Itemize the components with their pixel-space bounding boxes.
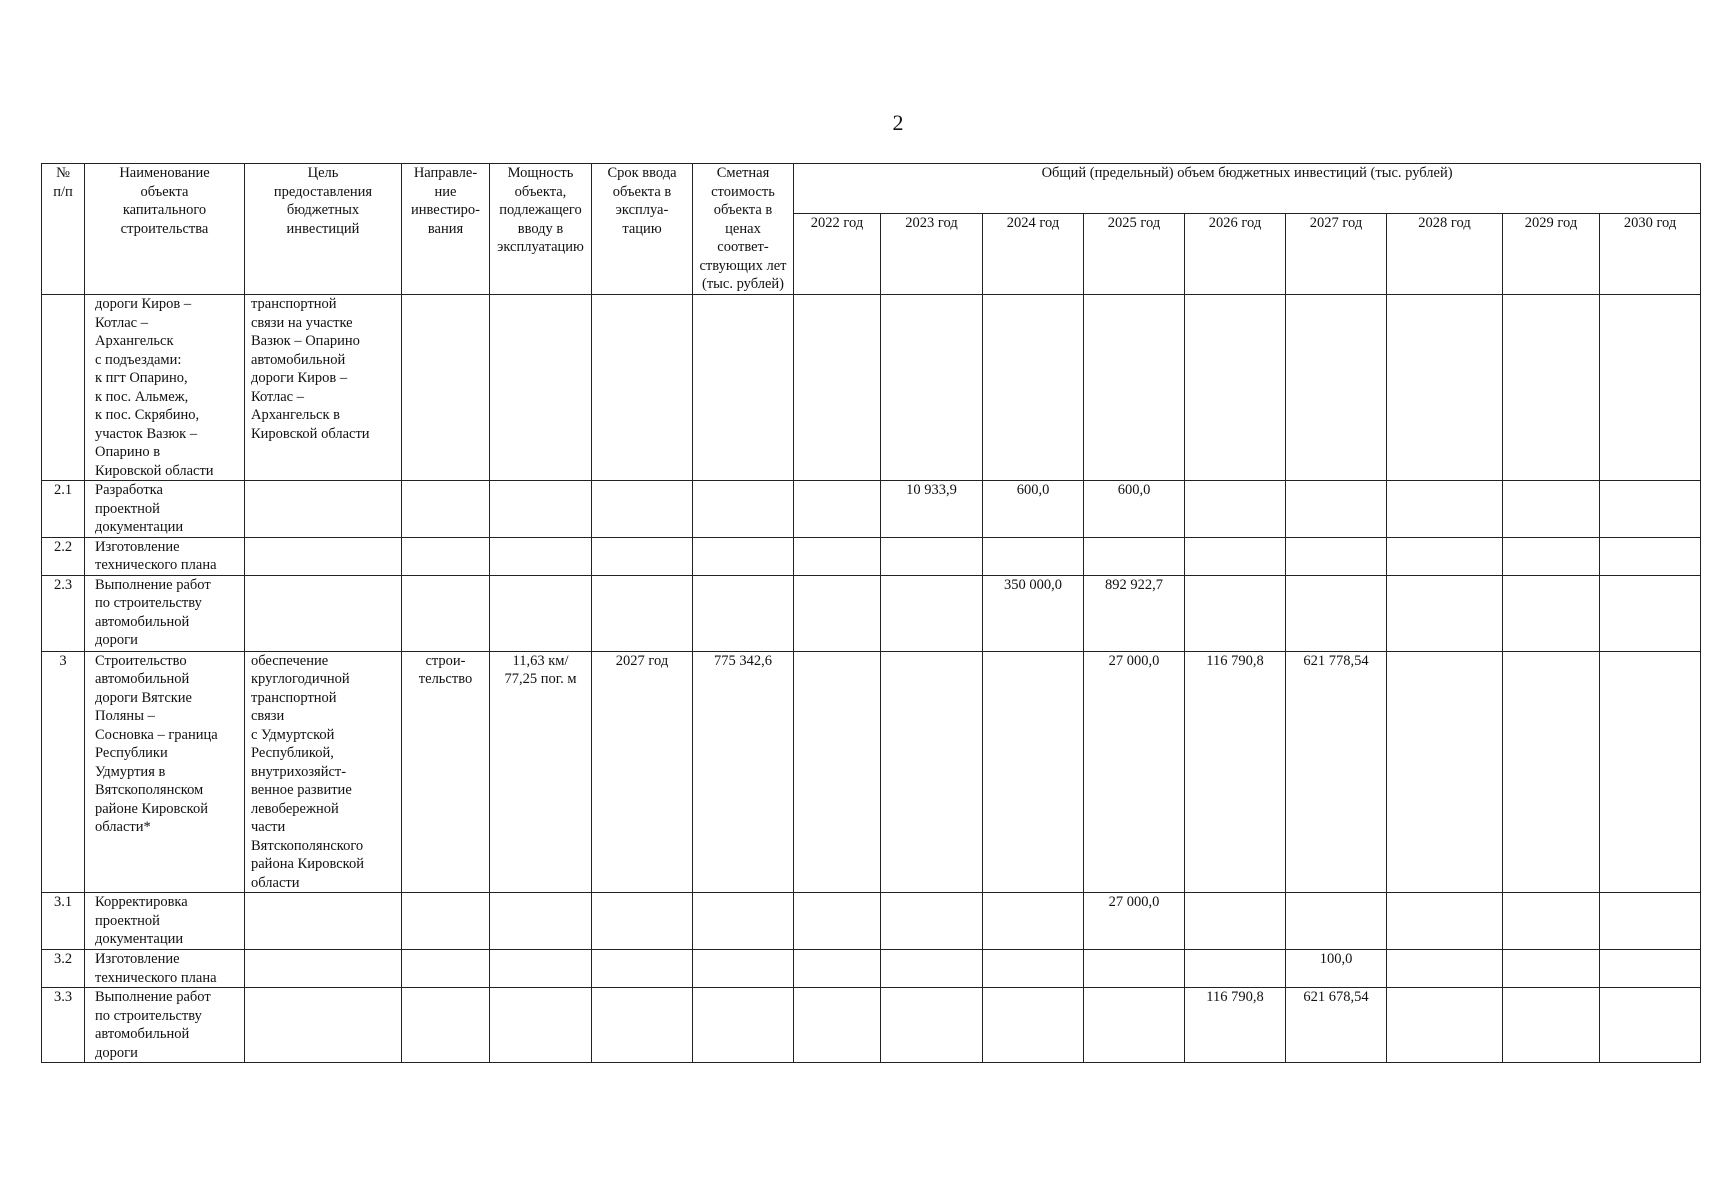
row-num: 2.3 (42, 575, 85, 651)
row-num (42, 295, 85, 481)
row-value (1503, 651, 1600, 893)
row-goal: транспортной связи на участке Вазюк – Опарино автомобильной дороги Киров – Котлас – Архангельск в Кировской области (245, 295, 402, 481)
row-value (1387, 651, 1503, 893)
row-value (794, 575, 881, 651)
header-estimated-cost: Сметная стоимость объекта в ценах соответ- ствующих лет (тыс. рублей) (693, 164, 794, 295)
row-value (1503, 893, 1600, 950)
row-value: 100,0 (1286, 950, 1387, 988)
row-value (1286, 575, 1387, 651)
row-goal (245, 950, 402, 988)
row-goal: обеспечение круглогодичной транспортной связи с Удмуртской Республикой, внутрихозяйст- венное развитие левобережной части Вятскополянского района Кировской области (245, 651, 402, 893)
row-value (1185, 950, 1286, 988)
row-value (1387, 481, 1503, 538)
row-value (1600, 481, 1701, 538)
row-object-name: Изготовление технического плана (85, 950, 245, 988)
row-value (1387, 988, 1503, 1063)
row-value (1286, 481, 1387, 538)
row-value (1387, 537, 1503, 575)
row-num: 2.1 (42, 481, 85, 538)
table-row (42, 950, 1701, 988)
header-commissioning-term: Срок ввода объекта в эксплуа- тацию (592, 164, 693, 295)
header-capacity: Мощность объекта, подлежащего вводу в эксплуатацию (490, 164, 592, 295)
budget-investment-table (41, 163, 1701, 1063)
row-goal (245, 537, 402, 575)
row-value (1084, 295, 1185, 481)
row-value: 27 000,0 (1084, 893, 1185, 950)
row-object-name: Корректировка проектной документации (85, 893, 245, 950)
row-value: 621 678,54 (1286, 988, 1387, 1063)
row-capacity (490, 481, 592, 538)
row-value (1600, 651, 1701, 893)
row-value (794, 537, 881, 575)
table-row (42, 651, 1701, 893)
row-num: 3 (42, 651, 85, 893)
row-value (1503, 481, 1600, 538)
row-value (794, 481, 881, 538)
row-direction (402, 988, 490, 1063)
row-direction (402, 893, 490, 950)
row-goal (245, 893, 402, 950)
row-value (881, 295, 983, 481)
row-value (794, 893, 881, 950)
row-capacity (490, 295, 592, 481)
header-year: 2026 год (1185, 214, 1286, 295)
row-value (1503, 575, 1600, 651)
header-year: 2022 год (794, 214, 881, 295)
row-direction (402, 950, 490, 988)
row-cost (693, 575, 794, 651)
row-term (592, 988, 693, 1063)
header-year: 2025 год (1084, 214, 1185, 295)
row-value (1387, 295, 1503, 481)
row-value (1185, 893, 1286, 950)
row-value (1503, 988, 1600, 1063)
row-value (881, 988, 983, 1063)
page-number: 2 (892, 110, 904, 135)
row-value (794, 988, 881, 1063)
row-value (983, 950, 1084, 988)
row-object-name: Разработка проектной документации (85, 481, 245, 538)
row-value (983, 651, 1084, 893)
row-value (1600, 950, 1701, 988)
row-value: 27 000,0 (1084, 651, 1185, 893)
row-term (592, 481, 693, 538)
row-goal (245, 988, 402, 1063)
row-object-name: Строительство автомобильной дороги Вятские Поляны – Сосновка – граница Республики Удмуртия в Вятскополянском районе Кировской области* (85, 651, 245, 893)
row-term (592, 295, 693, 481)
row-num: 3.3 (42, 988, 85, 1063)
row-term (592, 575, 693, 651)
row-value (983, 988, 1084, 1063)
row-value: 600,0 (1084, 481, 1185, 538)
row-object-name: Выполнение работ по строительству автомобильной дороги (85, 575, 245, 651)
row-term (592, 950, 693, 988)
table-row (42, 988, 1701, 1063)
table-row (42, 893, 1701, 950)
row-value (1185, 537, 1286, 575)
row-capacity: 11,63 км/ 77,25 пог. м (490, 651, 592, 893)
header-investment-goal: Цель предоставления бюджетных инвестиций (245, 164, 402, 295)
row-value (1600, 537, 1701, 575)
header-num: № п/п (42, 164, 85, 295)
row-value (1185, 295, 1286, 481)
row-value: 621 778,54 (1286, 651, 1387, 893)
row-value (881, 575, 983, 651)
header-direction: Направле- ние инвестиро- вания (402, 164, 490, 295)
row-num: 2.2 (42, 537, 85, 575)
row-object-name: Изготовление технического плана (85, 537, 245, 575)
row-cost: 775 342,6 (693, 651, 794, 893)
row-direction (402, 575, 490, 651)
row-value (881, 537, 983, 575)
row-value (1600, 988, 1701, 1063)
row-value (1185, 481, 1286, 538)
row-value: 892 922,7 (1084, 575, 1185, 651)
header-year: 2029 год (1503, 214, 1600, 295)
row-value (1084, 537, 1185, 575)
row-value: 600,0 (983, 481, 1084, 538)
table-row (42, 481, 1701, 538)
row-value (1286, 537, 1387, 575)
table-row (42, 575, 1701, 651)
row-capacity (490, 988, 592, 1063)
row-direction (402, 481, 490, 538)
row-term (592, 537, 693, 575)
row-value (881, 651, 983, 893)
row-value: 10 933,9 (881, 481, 983, 538)
row-capacity (490, 893, 592, 950)
row-direction: строи- тельство (402, 651, 490, 893)
row-value (1185, 575, 1286, 651)
row-value (881, 893, 983, 950)
row-value (1503, 295, 1600, 481)
table-row (42, 537, 1701, 575)
row-value (1600, 575, 1701, 651)
row-value (881, 950, 983, 988)
row-num: 3.2 (42, 950, 85, 988)
row-value (1387, 893, 1503, 950)
row-value (1084, 950, 1185, 988)
row-direction (402, 537, 490, 575)
row-direction (402, 295, 490, 481)
row-cost (693, 295, 794, 481)
header-object-name: Наименование объекта капитального строительства (85, 164, 245, 295)
row-value (1600, 295, 1701, 481)
row-cost (693, 481, 794, 538)
row-cost (693, 537, 794, 575)
row-capacity (490, 537, 592, 575)
row-value (1387, 575, 1503, 651)
header-year: 2023 год (881, 214, 983, 295)
header-year: 2028 год (1387, 214, 1503, 295)
row-num: 3.1 (42, 893, 85, 950)
row-value (983, 537, 1084, 575)
row-term: 2027 год (592, 651, 693, 893)
row-value (983, 893, 1084, 950)
row-capacity (490, 950, 592, 988)
row-value (794, 950, 881, 988)
row-value: 116 790,8 (1185, 988, 1286, 1063)
table-row (42, 295, 1701, 481)
row-cost (693, 893, 794, 950)
row-value (1084, 988, 1185, 1063)
header-total-investment: Общий (предельный) объем бюджетных инвестиций (тыс. рублей) (794, 164, 1701, 214)
row-object-name: Выполнение работ по строительству автомобильной дороги (85, 988, 245, 1063)
row-value (983, 295, 1084, 481)
row-value (1387, 950, 1503, 988)
row-value (1503, 950, 1600, 988)
row-value (1286, 295, 1387, 481)
row-value: 350 000,0 (983, 575, 1084, 651)
row-term (592, 893, 693, 950)
header-year: 2027 год (1286, 214, 1387, 295)
row-value (1503, 537, 1600, 575)
row-value: 116 790,8 (1185, 651, 1286, 893)
row-capacity (490, 575, 592, 651)
row-cost (693, 988, 794, 1063)
row-goal (245, 481, 402, 538)
row-value (1600, 893, 1701, 950)
header-year: 2024 год (983, 214, 1084, 295)
row-cost (693, 950, 794, 988)
row-goal (245, 575, 402, 651)
header-year: 2030 год (1600, 214, 1701, 295)
row-value (794, 295, 881, 481)
row-value (794, 651, 881, 893)
row-object-name: дороги Киров – Котлас – Архангельск с подъездами: к пгт Опарино, к пос. Альмеж, к пос. Скрябино, участок Вазюк – Опарино в Кировской области (85, 295, 245, 481)
row-value (1286, 893, 1387, 950)
